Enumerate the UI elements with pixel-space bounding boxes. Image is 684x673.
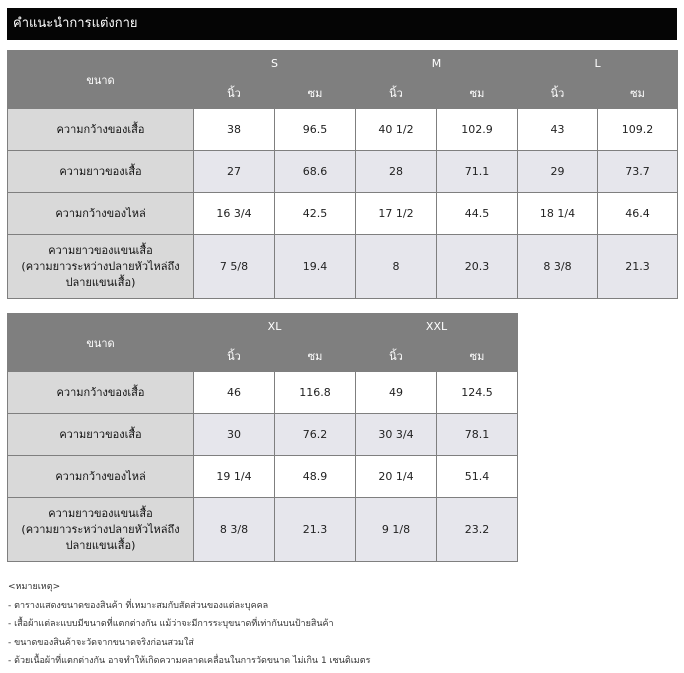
table-cell: 8 3/8 xyxy=(194,498,275,562)
table-cell: 48.9 xyxy=(275,456,356,498)
row-label-shoulder: ความกว้างของไหล่ xyxy=(8,456,194,498)
size-column-header: L xyxy=(518,51,678,77)
size-table-s-m-l xyxy=(7,50,678,299)
table-cell: 19 1/4 xyxy=(194,456,275,498)
size-header: ขนาด xyxy=(8,51,194,109)
table-cell: 38 xyxy=(194,109,275,151)
table-cell: 44.5 xyxy=(437,193,518,235)
row-label-sleeve-line: (ความยาวระหว่างปลายหัวไหล่ถึง xyxy=(21,522,180,536)
table-cell: 102.9 xyxy=(437,109,518,151)
table-cell: 23.2 xyxy=(437,498,518,562)
notes-section xyxy=(8,578,678,671)
table-cell: 18 1/4 xyxy=(518,193,598,235)
table-row xyxy=(8,372,518,414)
table-row xyxy=(8,235,678,299)
table-row xyxy=(8,151,678,193)
table-cell: 96.5 xyxy=(275,109,356,151)
table-cell: 76.2 xyxy=(275,414,356,456)
row-label-length: ความยาวของเสื้อ xyxy=(8,151,194,193)
table-cell: 42.5 xyxy=(275,193,356,235)
table-cell: 73.7 xyxy=(598,151,678,193)
size-table-xl-xxl xyxy=(7,313,518,562)
row-label-sleeve xyxy=(8,235,194,299)
table-row xyxy=(8,456,518,498)
size-column-header: XXL xyxy=(356,314,518,340)
notes-heading: <หมายเหตุ> xyxy=(8,582,61,592)
unit-inch-header: นิ้ว xyxy=(518,77,598,109)
table-cell: 30 3/4 xyxy=(356,414,437,456)
note-item: - เสื้อผ้าแต่ละแบบมีขนาดที่แตกต่างกัน แม้ว่าจะมีการระบุขนาดที่เท่ากันบนป้ายสินค้า xyxy=(8,619,334,629)
table-cell: 28 xyxy=(356,151,437,193)
table-cell: 17 1/2 xyxy=(356,193,437,235)
row-label-sleeve xyxy=(8,498,194,562)
table-cell: 109.2 xyxy=(598,109,678,151)
row-label-length: ความยาวของเสื้อ xyxy=(8,414,194,456)
unit-cm-header: ซม xyxy=(275,77,356,109)
table-cell: 21.3 xyxy=(598,235,678,299)
table-cell: 8 xyxy=(356,235,437,299)
unit-cm-header: ซม xyxy=(437,340,518,372)
row-label-chest: ความกว้างของเสื้อ xyxy=(8,372,194,414)
page-title: คำแนะนำการแต่งกาย xyxy=(7,8,677,40)
table-cell: 16 3/4 xyxy=(194,193,275,235)
table-cell: 40 1/2 xyxy=(356,109,437,151)
table-cell: 27 xyxy=(194,151,275,193)
size-column-header: XL xyxy=(194,314,356,340)
unit-inch-header: นิ้ว xyxy=(356,340,437,372)
unit-cm-header: ซม xyxy=(275,340,356,372)
note-item: - ด้วยเนื้อผ้าที่แตกต่างกัน อาจทำให้เกิดความคลาดเคลื่อนในการวัดขนาด ไม่เกิน 1 เซนติเมตร xyxy=(8,656,371,666)
table-cell: 116.8 xyxy=(275,372,356,414)
table-cell: 8 3/8 xyxy=(518,235,598,299)
table-cell: 29 xyxy=(518,151,598,193)
table-cell: 20 1/4 xyxy=(356,456,437,498)
table-row xyxy=(8,109,678,151)
table-cell: 20.3 xyxy=(437,235,518,299)
table-cell: 21.3 xyxy=(275,498,356,562)
row-label-sleeve-line: ความยาวของแขนเสื้อ xyxy=(48,506,153,520)
size-header: ขนาด xyxy=(8,314,194,372)
unit-cm-header: ซม xyxy=(437,77,518,109)
table-cell: 7 5/8 xyxy=(194,235,275,299)
table-cell: 124.5 xyxy=(437,372,518,414)
note-item: - ขนาดของสินค้าจะวัดจากขนาดจริงก่อนสวมใส่ xyxy=(8,637,194,648)
table-cell: 46 xyxy=(194,372,275,414)
table-cell: 71.1 xyxy=(437,151,518,193)
row-label-sleeve-line: (ความยาวระหว่างปลายหัวไหล่ถึง xyxy=(21,259,180,273)
table-cell: 30 xyxy=(194,414,275,456)
table-cell: 9 1/8 xyxy=(356,498,437,562)
table-cell: 68.6 xyxy=(275,151,356,193)
table-cell: 43 xyxy=(518,109,598,151)
table-cell: 51.4 xyxy=(437,456,518,498)
row-label-sleeve-line: ความยาวของแขนเสื้อ xyxy=(48,243,153,257)
table-cell: 46.4 xyxy=(598,193,678,235)
size-column-header: S xyxy=(194,51,356,77)
table-cell: 49 xyxy=(356,372,437,414)
table-row xyxy=(8,498,518,562)
unit-inch-header: นิ้ว xyxy=(194,340,275,372)
row-label-sleeve-line: ปลายแขนเสื้อ) xyxy=(65,275,136,289)
unit-inch-header: นิ้ว xyxy=(194,77,275,109)
table-cell: 78.1 xyxy=(437,414,518,456)
table-row xyxy=(8,414,518,456)
size-column-header: M xyxy=(356,51,518,77)
table-row xyxy=(8,193,678,235)
note-item: - ตารางแสดงขนาดของสินค้า ที่เหมาะสมกับสัดส่วนของแต่ละบุคคล xyxy=(8,600,269,611)
table-cell: 19.4 xyxy=(275,235,356,299)
unit-inch-header: นิ้ว xyxy=(356,77,437,109)
row-label-chest: ความกว้างของเสื้อ xyxy=(8,109,194,151)
row-label-sleeve-line: ปลายแขนเสื้อ) xyxy=(65,538,136,552)
unit-cm-header: ซม xyxy=(598,77,678,109)
row-label-shoulder: ความกว้างของไหล่ xyxy=(8,193,194,235)
